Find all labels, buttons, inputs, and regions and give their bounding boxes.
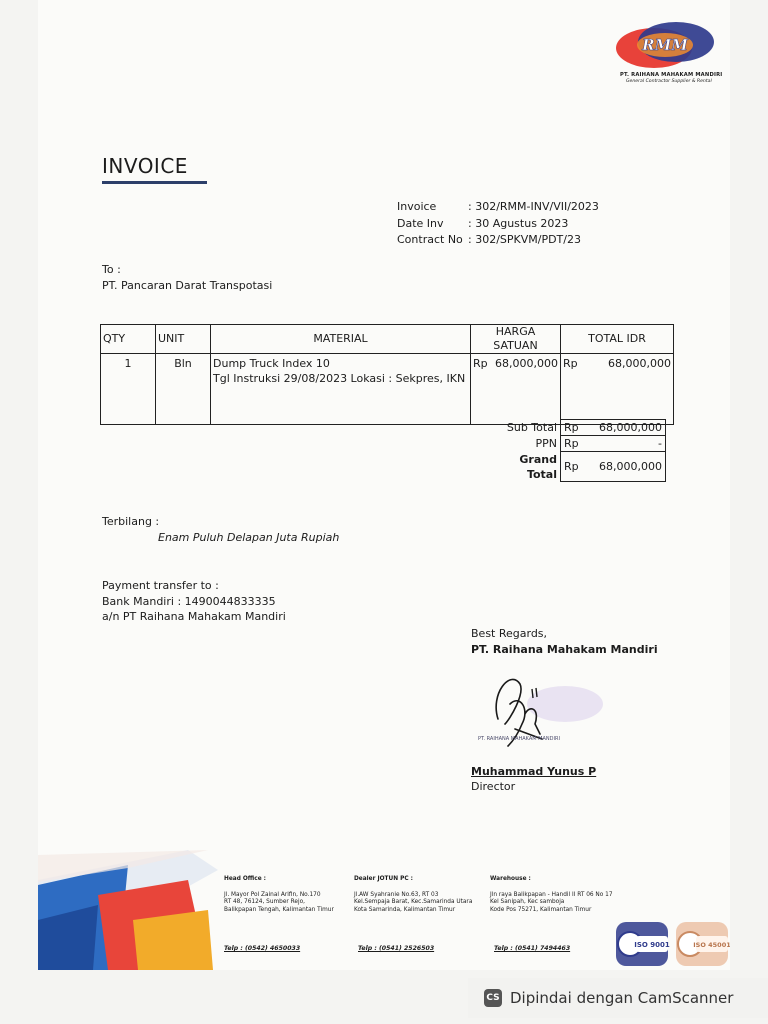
footer-line: Kode Pos 75271, Kalimantan Timur bbox=[490, 906, 592, 913]
ppn-value: - bbox=[658, 437, 662, 450]
footer-warehouse bbox=[490, 876, 613, 914]
title-underline bbox=[102, 181, 207, 184]
invoice-page bbox=[38, 0, 730, 970]
footer-graphic bbox=[38, 850, 218, 970]
invoice-title: INVOICE bbox=[102, 154, 188, 178]
items-table bbox=[100, 324, 674, 425]
iso-certification-badges bbox=[614, 918, 730, 970]
footer-line: Jl. Mayor Pol Zainal Arifin, No.170 bbox=[224, 891, 321, 898]
footer-line: Balikpapan Tengah, Kalimantan Timur bbox=[224, 906, 334, 913]
meta-label: Date Inv bbox=[397, 216, 444, 230]
payment-info bbox=[102, 578, 286, 625]
meta-label: Contract No bbox=[397, 233, 463, 246]
subtotal-cell bbox=[561, 420, 666, 436]
camscanner-icon: CS bbox=[484, 989, 502, 1007]
footer-title: Warehouse : bbox=[490, 876, 531, 882]
terbilang-value: Enam Puluh Delapan Juta Rupiah bbox=[158, 531, 340, 544]
rmm-logo bbox=[610, 8, 718, 78]
material-name: Dump Truck Index 10 bbox=[213, 357, 330, 370]
ppn-label: PPN bbox=[535, 437, 557, 450]
closing-greeting: Best Regards, bbox=[471, 627, 548, 640]
stamp-text: PT. RAIHANA MAHAKAM MANDIRI bbox=[478, 736, 560, 742]
meta-date-row bbox=[397, 216, 599, 233]
payment-account-name: a/n PT Raihana Mahakam Mandiri bbox=[102, 610, 286, 623]
grand-total-cell bbox=[561, 452, 666, 482]
currency-label: Rp bbox=[564, 437, 579, 450]
meta-value: : 30 Agustus 2023 bbox=[468, 216, 569, 230]
logo-tagline: General Contractor Supplier & Rental bbox=[626, 79, 712, 84]
signer-role: Director bbox=[471, 780, 516, 793]
table-header-row bbox=[101, 325, 674, 354]
footer-dealer bbox=[354, 876, 472, 914]
total-value: 68,000,000 bbox=[608, 357, 671, 370]
meta-contract-row bbox=[397, 232, 599, 249]
table-row bbox=[101, 354, 674, 425]
invoice-meta bbox=[397, 199, 599, 249]
footer-line: RT 48, 76124, Sumber Rejo, bbox=[224, 899, 305, 906]
col-material-header: MATERIAL bbox=[211, 325, 471, 354]
col-total-header: TOTAL IDR bbox=[561, 325, 674, 354]
footer-line: Jl.AW Syahranie No.63, RT 03 bbox=[354, 891, 439, 898]
col-unit-header: UNIT bbox=[156, 325, 211, 354]
subtotal-row bbox=[484, 420, 666, 436]
col-harga-header: HARGA SATUAN bbox=[471, 325, 561, 354]
camscanner-watermark bbox=[468, 978, 768, 1018]
closing-company: PT. Raihana Mahakam Mandiri bbox=[471, 643, 658, 656]
cell-harga bbox=[471, 354, 561, 425]
material-detail: Tgl Instruksi 29/08/2023 Lokasi : Sekpres, IKN bbox=[213, 372, 466, 385]
ppn-cell bbox=[561, 436, 666, 452]
logo-initials: RMM bbox=[642, 36, 688, 54]
cell-unit: Bln bbox=[156, 354, 211, 425]
footer-tel: Telp : (0542) 4650033 bbox=[224, 945, 301, 952]
signer-name: Muhammad Yunus P bbox=[471, 765, 597, 778]
meta-value: : 302/RMM-INV/VII/2023 bbox=[468, 200, 599, 213]
footer-head-office bbox=[224, 876, 334, 914]
footer-line: Kel Sanipah, Kec samboja bbox=[490, 899, 565, 906]
currency-label: Rp bbox=[564, 421, 579, 434]
subtotal-value: 68,000,000 bbox=[599, 421, 662, 434]
logo-company-name: PT. RAIHANA MAHAKAM MANDIRI bbox=[620, 72, 723, 78]
col-qty-header: QTY bbox=[101, 325, 156, 354]
recipient-name: PT. Pancaran Darat Transpotasi bbox=[102, 279, 273, 292]
subtotal-label: Sub Total bbox=[506, 421, 557, 434]
terbilang-label: Terbilang : bbox=[102, 515, 160, 528]
cell-qty: 1 bbox=[101, 354, 156, 425]
cert-iso45001: ISO 45001 bbox=[693, 941, 731, 949]
ppn-row bbox=[484, 436, 666, 452]
footer-title: Head Office : bbox=[224, 876, 266, 882]
footer-tel: Telp : (0541) 7494463 bbox=[494, 945, 571, 952]
footer-title: Dealer JOTUN PC : bbox=[354, 876, 413, 882]
currency-label: Rp bbox=[473, 357, 488, 370]
footer-line: Jln raya Balikpapan - Handil II RT 06 No 17 bbox=[490, 891, 613, 898]
camscanner-text: Dipindai dengan CamScanner bbox=[510, 989, 734, 1007]
grand-total-row bbox=[484, 452, 666, 482]
totals-table bbox=[484, 419, 666, 482]
meta-invoice-row bbox=[397, 199, 599, 216]
grand-total-value: 68,000,000 bbox=[599, 460, 662, 473]
harga-value: 68,000,000 bbox=[495, 357, 558, 370]
meta-value: : 302/SPKVM/PDT/23 bbox=[468, 233, 581, 246]
payment-bank: Bank Mandiri : 1490044833335 bbox=[102, 594, 276, 608]
cell-material bbox=[211, 354, 471, 425]
footer-line: Kota Samarinda, Kalimantan Timur bbox=[354, 906, 456, 913]
closing-block bbox=[471, 626, 658, 658]
footer-tel: Telp : (0541) 2526503 bbox=[358, 945, 435, 952]
footer-line: Kel.Sempaja Barat, Kec.Samarinda Utara bbox=[354, 899, 473, 906]
recipient-label: To : bbox=[102, 263, 121, 276]
grand-total-label: Grand Total bbox=[519, 452, 557, 481]
currency-label: Rp bbox=[563, 357, 578, 370]
payment-label: Payment transfer to : bbox=[102, 579, 219, 592]
cell-total bbox=[561, 354, 674, 425]
signature-stamp bbox=[470, 664, 620, 764]
cert-iso9001: ISO 9001 bbox=[634, 941, 670, 949]
meta-label: Invoice bbox=[397, 200, 437, 213]
currency-label: Rp bbox=[564, 460, 579, 473]
